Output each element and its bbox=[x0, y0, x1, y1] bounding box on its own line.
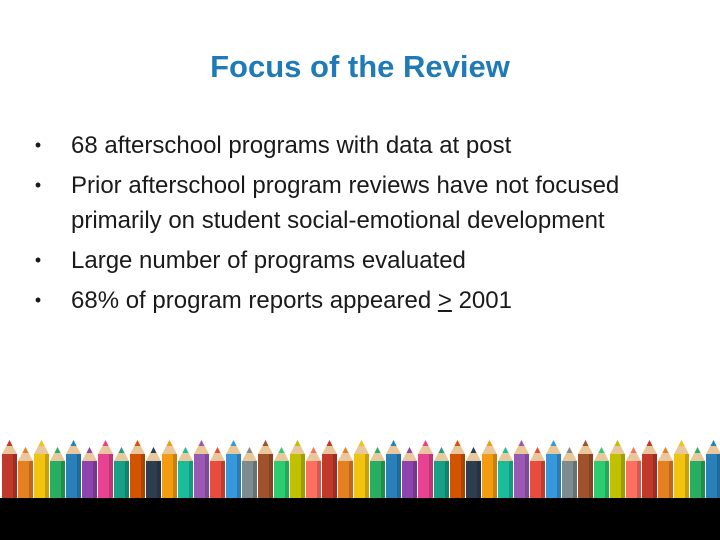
pencil bbox=[50, 447, 65, 502]
pencil bbox=[226, 440, 241, 502]
greater-than-symbol: > bbox=[437, 287, 452, 314]
pencil bbox=[386, 440, 401, 502]
pencil bbox=[402, 447, 417, 502]
pencil bbox=[98, 440, 113, 502]
bullet-text-suffix: 2001 bbox=[451, 287, 512, 314]
pencil bbox=[290, 440, 305, 502]
pencil bbox=[562, 447, 577, 502]
bullet-item bbox=[28, 243, 688, 278]
pencil bbox=[2, 440, 17, 502]
pencil bbox=[162, 440, 177, 502]
pencil bbox=[658, 447, 673, 502]
pencil bbox=[114, 447, 129, 502]
pencil bbox=[530, 447, 545, 502]
bullet-dot-icon: • bbox=[34, 290, 42, 310]
bullet-text-prefix: 68% of program reports appeared bbox=[71, 287, 438, 314]
pencil bbox=[34, 440, 49, 502]
pencil bbox=[354, 440, 369, 502]
pencil bbox=[690, 447, 705, 502]
bullet-list bbox=[28, 128, 688, 323]
pencil bbox=[674, 440, 689, 502]
pencil bbox=[210, 447, 225, 502]
bullet-text: Prior afterschool program reviews have not focused primarily on student social-emotional development bbox=[71, 172, 620, 234]
bullet-text: Large number of programs evaluated bbox=[71, 247, 466, 274]
pencil bbox=[274, 447, 289, 502]
pencil bbox=[338, 447, 353, 502]
pencil bbox=[482, 440, 497, 502]
pencil bbox=[130, 440, 145, 502]
bullet-dot-icon: • bbox=[34, 135, 42, 155]
pencil bbox=[514, 440, 529, 502]
pencil bbox=[418, 440, 433, 502]
colored-pencils-border bbox=[0, 432, 720, 502]
pencil bbox=[498, 447, 513, 502]
pencil bbox=[242, 447, 257, 502]
pencil bbox=[610, 440, 625, 502]
footer-black-bar bbox=[0, 498, 720, 540]
pencil bbox=[642, 440, 657, 502]
pencil bbox=[194, 440, 209, 502]
slide-title: Focus of the Review bbox=[210, 49, 510, 84]
pencil bbox=[706, 440, 720, 502]
bullet-item bbox=[28, 283, 688, 318]
pencil bbox=[178, 447, 193, 502]
pencil bbox=[258, 440, 273, 502]
pencil bbox=[306, 447, 321, 502]
bullet-dot-icon: • bbox=[34, 175, 42, 195]
pencil bbox=[594, 447, 609, 502]
pencil bbox=[450, 440, 465, 502]
pencil bbox=[66, 440, 81, 502]
pencil bbox=[466, 447, 481, 502]
bullet-item bbox=[28, 168, 688, 238]
pencil bbox=[434, 447, 449, 502]
pencil bbox=[18, 447, 33, 502]
bullet-dot-icon: • bbox=[34, 250, 42, 270]
bullet-text: 68 afterschool programs with data at post bbox=[71, 132, 512, 159]
pencil bbox=[546, 440, 561, 502]
pencil bbox=[370, 447, 385, 502]
pencil bbox=[146, 447, 161, 502]
bullet-text bbox=[71, 287, 512, 314]
pencil bbox=[82, 447, 97, 502]
pencil bbox=[322, 440, 337, 502]
pencil bbox=[626, 447, 641, 502]
bullet-item bbox=[28, 128, 688, 163]
pencil bbox=[578, 440, 593, 502]
